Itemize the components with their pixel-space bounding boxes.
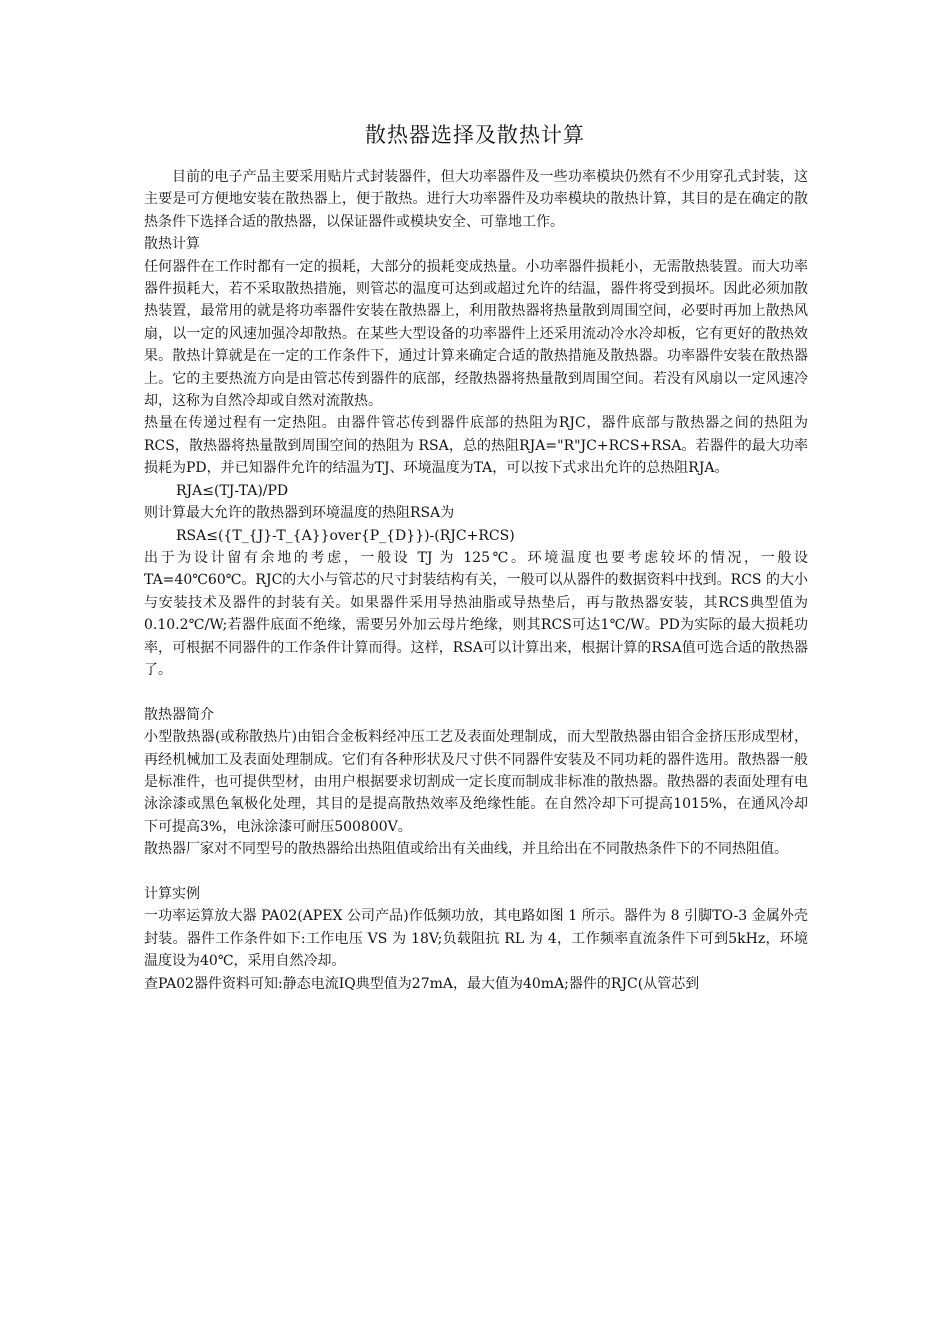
formula-rja: RJA≤(TJ-TA)/PD [176,482,289,499]
intro-paragraph: 目前的电子产品主要采用贴片式封装器件，但大功率器件及一些功率模块仍然有不少用穿孔式封装，这主要是可方便地安装在散热器上，便于散热。进行大功率器件及功率模块的散热计算，其目的是在确定的散热条件下选择合适的散热器，以保证器件或模块安全、可靠地工作。 [144,169,808,230]
paragraph: 散热器厂家对不同型号的散热器给出热阻值或给出有关曲线，并且给出在不同散热条件下的不同热阻值。 [144,841,788,858]
formula-rsa: RSA≤({T_{J}-T_{A}}over{P_{D}})-(RJC+RCS) [176,527,515,544]
paragraph: 出于为设计留有余地的考虑，一般设 TJ 为 125℃。环境温度也要考虑较坏的情况，一般设TA=40℃60℃。RJC的大小与管芯的尺寸封装结构有关，一般可以从器件的数据资料中找到。RCS 的大小与安装技术及器件的封装有关。如果器件采用导热油脂或导热垫后，再与散热器安装，其RCS典型值为0.10.2℃/W;若器件底面不绝缘，需要另外加云母片绝缘，则其RCS可达1℃/W。PD为实际的最大损耗功率，可根据不同器件的工作条件计算而得。这样，RSA可以计算出来，根据计算的RSA值可选合适的散热器了。 [144,549,808,678]
paragraph: 查PA02器件资料可知:静态电流IQ典型值为27mA，最大值为40mA;器件的RJC(从管芯到 [144,975,700,992]
section-heading-heatsink-intro: 散热器简介 [144,706,214,723]
document-title: 散热器选择及散热计算 [365,123,585,147]
paragraph: 小型散热器(或称散热片)由铝合金板料经冲压工艺及表面处理制成，而大型散热器由铝合金挤压形成型材，再经机械加工及表面处理制成。它们有各种形状及尺寸供不同器件安装及不同功耗的器件选用。散热器一般是标准件，也可提供型材，由用户根据要求切割成一定长度而制成非标准的散热器。散热器的表面处理有电泳涂漆或黑色氧极化处理，其目的是提高散热效率及绝缘性能。在自然冷却下可提高1015%，在通风冷却下可提高3%，电泳涂漆可耐压500800V。 [144,729,808,835]
spacer [144,861,808,883]
paragraph: 一功率运算放大器 PA02(APEX 公司产品)作低频功放，其电路如图 1 所示。器件为 8 引脚TO-3 金属外壳封装。器件工作条件如下:工作电压 VS 为 18V;负载阻抗 RL 为 4，工作频率直流条件下可到5kHz，环境温度设为40℃，采用自然冷却。 [144,908,808,970]
spacer [144,681,808,703]
section-heading-heat-calc: 散热计算 [144,236,200,253]
paragraph: 则计算最大允许的散热器到环境温度的热阻RSA为 [144,505,455,522]
paragraph: 热量在传递过程有一定热阻。由器件管芯传到器件底部的热阻为RJC，器件底部与散热器之间的热阻为 RCS，散热器将热量散到周围空间的热阻为 RSA，总的热阻RJA="R"JC+RCS+RSA。若器件的最大功率损耗为PD，并已知器件允许的结温为TJ、环境温度为TA，可以按下式求出允许的总热阻RJA。 [144,415,808,477]
document-body [144,166,808,995]
section-heading-example: 计算实例 [144,885,200,902]
paragraph: 任何器件在工作时都有一定的损耗，大部分的损耗变成热量。小功率器件损耗小，无需散热装置。而大功率器件损耗大，若不采取散热措施，则管芯的温度可达到或超过允许的结温，器件将受到损坏。因此必须加散热装置，最常用的就是将功率器件安装在散热器上，利用散热器将热量散到周围空间，必要时再加上散热风扇，以一定的风速加强冷却散热。在某些大型设备的功率器件上还采用流动冷水冷却板，它有更好的散热效果。散热计算就是在一定的工作条件下，通过计算来确定合适的散热措施及散热器。功率器件安装在散热器上。它的主要热流方向是由管芯传到器件的底部，经散热器将热量散到周围空间。若没有风扇以一定风速冷却，这称为自然冷却或自然对流散热。 [144,258,808,410]
